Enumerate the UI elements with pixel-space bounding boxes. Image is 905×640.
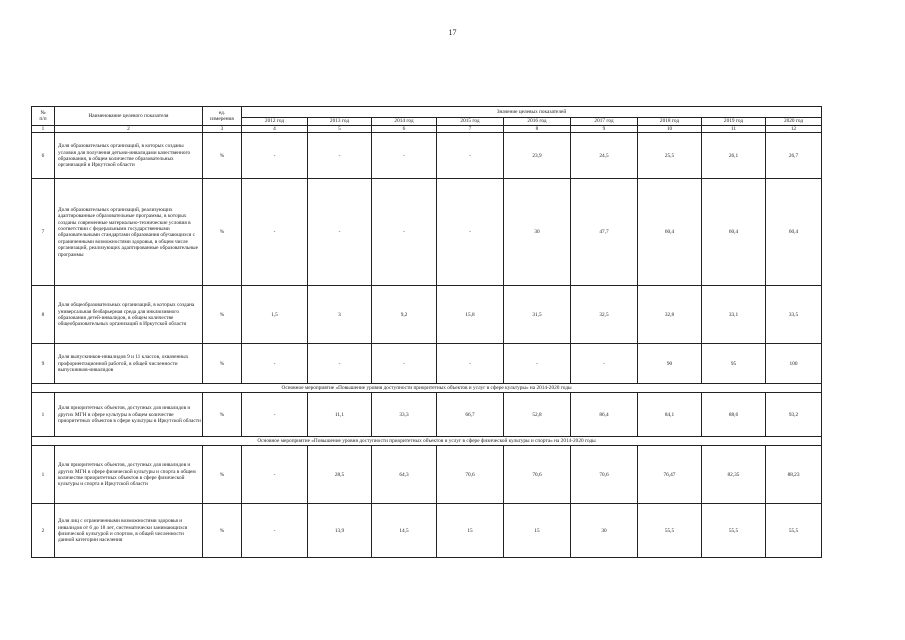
value-cell: 3	[308, 286, 372, 344]
value-cell: 55,5	[702, 504, 766, 558]
value-cell: 82,35	[702, 446, 766, 504]
value-cell: 15	[437, 504, 504, 558]
column-number: 5	[308, 126, 372, 133]
value-cell: 100	[766, 344, 822, 384]
table-row	[32, 344, 822, 384]
value-cell: 31,5	[504, 286, 571, 344]
unit-cell: %	[203, 446, 242, 504]
unit-cell: %	[203, 286, 242, 344]
value-cell: -	[242, 179, 308, 286]
value-cell: 24,5	[571, 133, 638, 179]
column-number: 2	[55, 126, 203, 133]
value-cell: 13,9	[308, 504, 372, 558]
column-number: 7	[437, 126, 504, 133]
value-cell: -	[504, 344, 571, 384]
table-row	[32, 446, 822, 504]
unit-cell: %	[203, 393, 242, 437]
column-number: 8	[504, 126, 571, 133]
header-name: Наименование целевого показателя	[55, 107, 203, 126]
row-number: 8	[32, 286, 55, 344]
table-body	[32, 133, 822, 558]
header-year: 2019 год	[702, 118, 766, 126]
value-cell: 25,5	[638, 133, 702, 179]
indicator-name: Доля образовательных организаций, реализующих адаптированные образовательные программы, в которых созданы современные материально-технические условия в соответствии с федеральными государственными образовательными стандартами образования обучающихся с ограниченными возможностями здоровья, в общем числе организаций, реализующих адаптированные образовательные программы	[55, 179, 203, 286]
row-number: 1	[32, 446, 55, 504]
value-cell: 1,5	[242, 286, 308, 344]
value-cell: 32,8	[638, 286, 702, 344]
value-cell: -	[571, 344, 638, 384]
value-cell: 84,1	[638, 393, 702, 437]
header-year: 2014 год	[372, 118, 437, 126]
value-cell: -	[242, 393, 308, 437]
value-cell: 70,6	[437, 446, 504, 504]
value-cell: 30	[504, 179, 571, 286]
unit-cell: %	[203, 133, 242, 179]
header-year: 2015 год	[437, 118, 504, 126]
header-year: 2012 год	[242, 118, 308, 126]
value-cell: 33,1	[702, 286, 766, 344]
header-unit: ед. измерения	[203, 107, 242, 126]
value-cell: -	[437, 133, 504, 179]
header-year: 2017 год	[571, 118, 638, 126]
header-year: 2016 год	[504, 118, 571, 126]
row-number: 2	[32, 504, 55, 558]
row-number: 1	[32, 393, 55, 437]
header-year: 2013 год	[308, 118, 372, 126]
section-row	[32, 384, 822, 393]
value-cell: 70,6	[571, 446, 638, 504]
value-cell: 95	[702, 344, 766, 384]
section-row	[32, 437, 822, 446]
section-title: Основное мероприятие «Повышение уровня доступности приоритетных объектов и услуг в сфере физической культуры и спорта» на 2014-2020 годы	[32, 437, 822, 446]
unit-cell: %	[203, 504, 242, 558]
column-number: 11	[702, 126, 766, 133]
row-number: 9	[32, 344, 55, 384]
table-row	[32, 179, 822, 286]
value-cell: 47,7	[571, 179, 638, 286]
column-number: 1	[32, 126, 55, 133]
table-row	[32, 504, 822, 558]
value-cell: 9,2	[372, 286, 437, 344]
header-year: 2020 год	[766, 118, 822, 126]
value-cell: 90	[638, 344, 702, 384]
page-number: 17	[448, 28, 457, 37]
value-cell: 76,47	[638, 446, 702, 504]
indicator-name: Доля общеобразовательных организаций, в которых создана универсальная безбарьерная среда для инклюзивного образования детей-инвалидов, в общем количестве общеобразовательных организаций в Иркутской области	[55, 286, 203, 344]
column-number: 3	[203, 126, 242, 133]
value-cell: -	[308, 179, 372, 286]
value-cell: -	[242, 504, 308, 558]
value-cell: 26,7	[766, 133, 822, 179]
header-year: 2018 год	[638, 118, 702, 126]
value-cell: -	[372, 344, 437, 384]
value-cell: 33,3	[372, 393, 437, 437]
value-cell: 14,5	[372, 504, 437, 558]
value-cell: 66,7	[437, 393, 504, 437]
value-cell: 86,4	[571, 393, 638, 437]
value-cell: 28,5	[308, 446, 372, 504]
table-row	[32, 133, 822, 179]
row-number: 7	[32, 179, 55, 286]
value-cell: -	[437, 344, 504, 384]
value-cell: 88,6	[702, 393, 766, 437]
value-cell: 60,4	[638, 179, 702, 286]
value-cell: 93,2	[766, 393, 822, 437]
value-cell: -	[308, 133, 372, 179]
indicator-name: Доля приоритетных объектов, доступных для инвалидов и других МГН в сфере культуры в общем количестве приоритетных объектов в сфере культуры в Иркутской области	[55, 393, 203, 437]
value-cell: 11,1	[308, 393, 372, 437]
section-title: Основное мероприятие «Повышение уровня доступности приоритетных объектов и услуг в сфере культуры» на 2014-2020 годы	[32, 384, 822, 393]
value-cell: 33,5	[766, 286, 822, 344]
value-cell: 64,3	[372, 446, 437, 504]
value-cell: 55,5	[638, 504, 702, 558]
value-cell: -	[308, 344, 372, 384]
header-no: № п/п	[32, 107, 55, 126]
targets-table	[31, 106, 822, 558]
column-number: 9	[571, 126, 638, 133]
value-cell: -	[242, 344, 308, 384]
header-values-group: Значение целевых показателей	[242, 107, 822, 118]
value-cell: 30	[571, 504, 638, 558]
value-cell: 52,8	[504, 393, 571, 437]
value-cell: 15,8	[437, 286, 504, 344]
value-cell: -	[242, 446, 308, 504]
table-row	[32, 393, 822, 437]
indicator-name: Доля приоритетных объектов, доступных для инвалидов и других МГН в сфере физической культуры и спорта в общем количестве приоритетных объектов в сфере физической культуры и спорта в Иркутской области	[55, 446, 203, 504]
value-cell: -	[242, 133, 308, 179]
value-cell: 26,1	[702, 133, 766, 179]
value-cell: 32,5	[571, 286, 638, 344]
value-cell: -	[437, 179, 504, 286]
value-cell: 88,23	[766, 446, 822, 504]
indicator-name: Доля образовательных организаций, в которых созданы условия для получения детьми-инвалидами качественного образования, в общем количестве образовательных организаций в Иркутской области	[55, 133, 203, 179]
row-number: 6	[32, 133, 55, 179]
indicator-name: Доля лиц с ограниченными возможностями здоровья и инвалидов от 6 до 18 лет, систематически занимающихся физической культурой и спортом, в общей численности данной категории населения	[55, 504, 203, 558]
value-cell: 60,4	[766, 179, 822, 286]
column-number: 6	[372, 126, 437, 133]
value-cell: -	[372, 133, 437, 179]
column-number: 12	[766, 126, 822, 133]
unit-cell: %	[203, 344, 242, 384]
table-header	[32, 107, 822, 133]
indicator-name: Доля выпускников-инвалидов 9 и 11 классов, охваченных профориентационной работой, в общей численности выпускников-инвалидов	[55, 344, 203, 384]
value-cell: 55,5	[766, 504, 822, 558]
table-row	[32, 286, 822, 344]
value-cell: 70,6	[504, 446, 571, 504]
column-number: 10	[638, 126, 702, 133]
unit-cell: %	[203, 179, 242, 286]
value-cell: -	[372, 179, 437, 286]
value-cell: 60,4	[702, 179, 766, 286]
column-number: 4	[242, 126, 308, 133]
value-cell: 15	[504, 504, 571, 558]
value-cell: 23,9	[504, 133, 571, 179]
